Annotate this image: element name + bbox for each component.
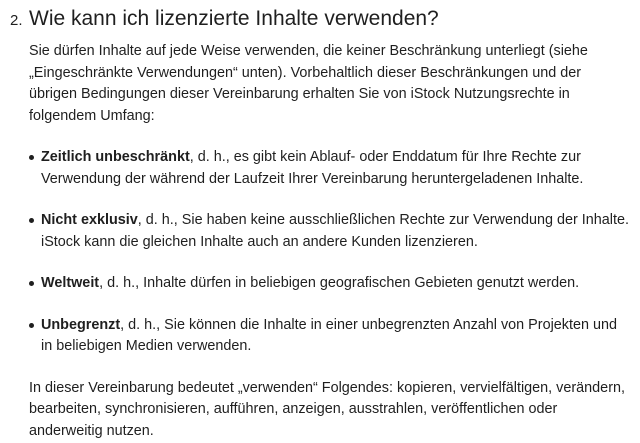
closing-paragraph: In dieser Vereinbarung bedeutet „verwenden“ Folgendes: kopieren, vervielfältigen, verändern, bearbeiten, synchronisieren, aufführen, anzeigen, ausstrahlen, veröffentlichen oder anderweitig nutzen. [29,379,625,439]
section-heading [10,6,630,32]
bullet-icon [29,281,34,286]
bullet-icon [29,323,34,328]
list-item-unbegrenzt [29,315,630,358]
right-description: , d. h., es gibt kein Ablauf- oder Enddatum für Ihre Rechte zur Verwendung der während der Laufzeit Ihrer Vereinbarung heruntergeladenen Inhalte. [41,149,584,187]
right-term: Nicht exklusiv [41,212,138,228]
right-description: , d. h., Sie haben keine ausschließlichen Rechte zur Verwendung der Inhalte. iStock kann die gleichen Inhalte auch an andere Kunden lizenzieren. [41,212,629,250]
bullet-icon [29,155,34,160]
right-description: , d. h., Sie können die Inhalte in einer unbegrenzten Anzahl von Projekten und in beliebigen Medien verwenden. [41,316,617,354]
section-title: Wie kann ich lizenzierte Inhalte verwenden? [29,7,439,30]
list-item-nicht-exklusiv [29,210,630,253]
intro-paragraph: Sie dürfen Inhalte auf jede Weise verwenden, die keiner Beschränkung unterliegt (siehe „Eingeschränkte Verwendungen“ unten). Vorbehaltlich dieser Beschränkungen und der übrigen Bedingungen dieser Vereinbarung erhalten Sie von iStock Nutzungsrechte in folgendem Umfang: [29,43,588,124]
list-item-zeitlich-unbeschraenkt [29,147,630,190]
right-term: Unbegrenzt [41,316,121,333]
section-number: 2. [10,12,23,29]
list-item-weltweit [29,273,630,295]
section-content [10,41,630,442]
bullet-icon [29,218,34,223]
right-term: Zeitlich unbeschränkt [41,149,190,165]
usage-rights-list [29,147,630,358]
right-description: , d. h., Inhalte dürfen in beliebigen geografischen Gebieten genutzt werden. [99,275,580,291]
right-term: Weltweit [41,275,100,291]
